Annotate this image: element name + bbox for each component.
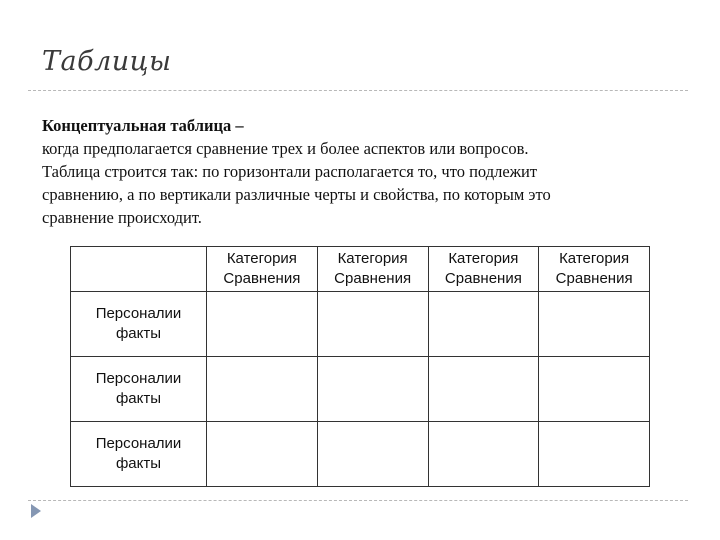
header-cell: Категория Сравнения	[539, 247, 650, 292]
empty-cell	[539, 357, 650, 422]
paragraph-line: сравнение происходит.	[42, 208, 202, 227]
definition-heading: Концептуальная таблица –	[42, 116, 244, 135]
table-row	[71, 357, 650, 422]
empty-cell	[317, 357, 428, 422]
header-cell: Категория Сравнения	[317, 247, 428, 292]
paragraph-line: когда предполагается сравнение трех и более аспектов или вопросов.	[42, 139, 529, 158]
corner-cell	[71, 247, 207, 292]
row-header-cell: Персоналии факты	[71, 292, 207, 357]
empty-cell	[539, 292, 650, 357]
paragraph-line: сравнению, а по вертикали различные черты и свойства, по которым это	[42, 185, 551, 204]
empty-cell	[207, 422, 318, 487]
empty-cell	[428, 422, 539, 487]
table-row	[71, 422, 650, 487]
header-cell: Категория Сравнения	[207, 247, 318, 292]
empty-cell	[428, 357, 539, 422]
empty-cell	[317, 292, 428, 357]
table-row	[71, 292, 650, 357]
empty-cell	[428, 292, 539, 357]
empty-cell	[317, 422, 428, 487]
play-arrow-icon[interactable]	[31, 504, 41, 518]
empty-cell	[207, 357, 318, 422]
table-header-row	[71, 247, 650, 292]
header-cell: Категория Сравнения	[428, 247, 539, 292]
concept-table	[70, 246, 650, 487]
footer-divider	[28, 500, 688, 501]
title-divider	[28, 90, 688, 91]
slide-title: Таблицы	[42, 46, 172, 77]
paragraph-line: Таблица строится так: по горизонтали располагается то, что подлежит	[42, 162, 538, 181]
row-header-cell: Персоналии факты	[71, 357, 207, 422]
body-text	[42, 114, 692, 229]
empty-cell	[539, 422, 650, 487]
row-header-cell: Персоналии факты	[71, 422, 207, 487]
empty-cell	[207, 292, 318, 357]
